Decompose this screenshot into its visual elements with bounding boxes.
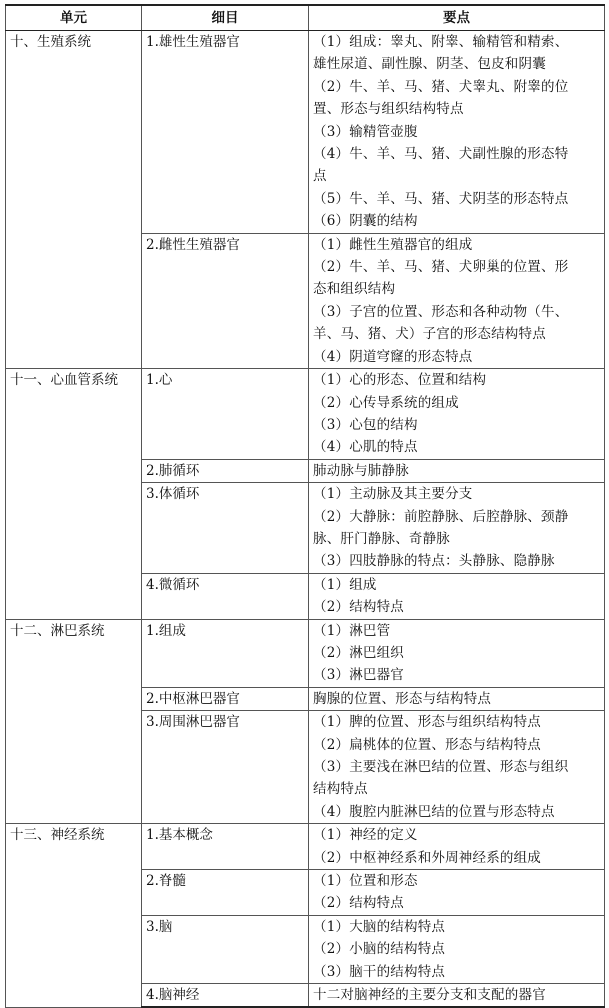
point-line: （2）小脑的结构特点 [313,941,446,958]
point-line: （1）大脑的结构特点 [313,918,446,935]
point-line: 点 [313,168,327,185]
point-line: （2）牛、羊、马、猪、犬睾丸、附睾的位 [313,78,569,95]
points-cell [309,870,605,916]
point-line: （3）四肢静脉的特点：头静脉、隐静脉 [313,553,555,570]
point-line: （4）心肌的特点 [313,439,418,456]
point-line: （3）脑干的结构特点 [313,963,446,980]
points-cell [309,233,605,368]
item-cell: 4.微循环 [142,573,309,619]
point-line: （1）心的形态、位置和结构 [313,372,487,389]
point-line: （1）淋巴管 [313,622,391,639]
point-line: 羊、马、猪、犬）子宫的形态结构特点 [313,326,546,343]
point-line: （2）大静脉：前腔静脉、后腔静脉、颈静 [313,508,569,525]
point-line: （3）心包的结构 [313,416,418,433]
table-row [6,619,605,687]
points-cell [309,573,605,619]
points-cell [309,31,605,234]
point-line: （2）结构特点 [313,895,404,912]
item-cell: 2.肺循环 [142,459,309,482]
point-line: 胸腺的位置、形态与结构特点 [313,690,492,707]
table-row [6,824,605,870]
point-line: （3）主要浅在淋巴结的位置、形态与组织 [313,759,569,775]
point-line: 十二对脑神经的主要分支和支配的器官 [313,987,546,1004]
unit-cell: 十、生殖系统 [6,31,142,369]
point-line: （2）扁桃体的位置、形态与结构特点 [313,736,541,753]
item-cell: 1.心 [142,369,309,460]
points-cell [309,915,605,983]
point-line: （1）组成：睾丸、附睾、输精管和精索、 [313,34,569,50]
point-line: （3）输精管壶腹 [313,123,418,140]
point-line: 脉、肝门静脉、奇静脉 [313,530,450,547]
header-item: 细目 [142,5,309,31]
table-body [6,31,605,1008]
point-line: 置、形态与组织结构特点 [313,101,464,118]
unit-cell: 十二、淋巴系统 [6,619,142,824]
points-cell [309,824,605,870]
point-line: （2）淋巴组织 [313,644,404,661]
item-cell: 3.体循环 [142,483,309,574]
points-cell [309,369,605,460]
point-line: 结构特点 [313,781,368,798]
point-line: （6）阴囊的结构 [313,213,418,230]
point-line: （2）中枢神经系和外周神经系的组成 [313,849,541,866]
point-line: （1）位置和形态 [313,873,418,890]
point-line: （3）淋巴器官 [313,667,404,684]
item-cell: 4.脑神经 [142,984,309,1008]
unit-cell: 十一、心血管系统 [6,369,142,619]
header-row [6,5,605,31]
points-cell [309,483,605,574]
item-cell: 1.基本概念 [142,824,309,870]
header-unit: 单元 [6,5,142,31]
point-line: （2）结构特点 [313,599,404,616]
points-cell [309,687,605,710]
unit-cell: 十三、神经系统 [6,824,142,1008]
points-cell [309,619,605,687]
item-cell: 1.组成 [142,619,309,687]
points-cell [309,459,605,482]
point-line: （4）阴道穹窿的形态特点 [313,348,473,365]
point-line: 态和组织结构 [313,281,396,298]
table-row [6,369,605,460]
item-cell: 3.周围淋巴器官 [142,711,309,824]
point-line: （2）心传导系统的组成 [313,394,459,411]
point-line: （4）腹腔内脏淋巴结的位置与形态特点 [313,803,555,820]
point-line: （1）脾的位置、形态与组织结构特点 [313,714,541,731]
points-cell [309,711,605,824]
points-cell [309,984,605,1008]
point-line: （1）神经的定义 [313,827,418,844]
item-cell: 2.雌性生殖器官 [142,233,309,368]
point-line: （4）牛、羊、马、猪、犬副性腺的形态特 [313,146,569,163]
item-cell: 3.脑 [142,915,309,983]
point-line: （1）雌性生殖器官的组成 [313,236,473,253]
point-line: 肺动脉与肺静脉 [313,462,409,479]
syllabus-table [5,4,605,1008]
item-cell: 2.中枢淋巴器官 [142,687,309,710]
point-line: （5）牛、羊、马、猪、犬阴茎的形态特点 [313,190,569,207]
item-cell: 2.脊髓 [142,870,309,916]
point-line: （2）牛、羊、马、猪、犬卵巢的位置、形 [313,259,569,276]
point-line: 雄性尿道、副性腺、阴茎、包皮和阴囊 [313,56,546,73]
point-line: （1）主动脉及其主要分支 [313,486,473,503]
item-cell: 1.雄性生殖器官 [142,31,309,234]
point-line: （1）组成 [313,576,377,593]
point-line: （3）子宫的位置、形态和各种动物（牛、 [313,303,569,320]
table-row [6,31,605,234]
header-points: 要点 [309,5,605,31]
